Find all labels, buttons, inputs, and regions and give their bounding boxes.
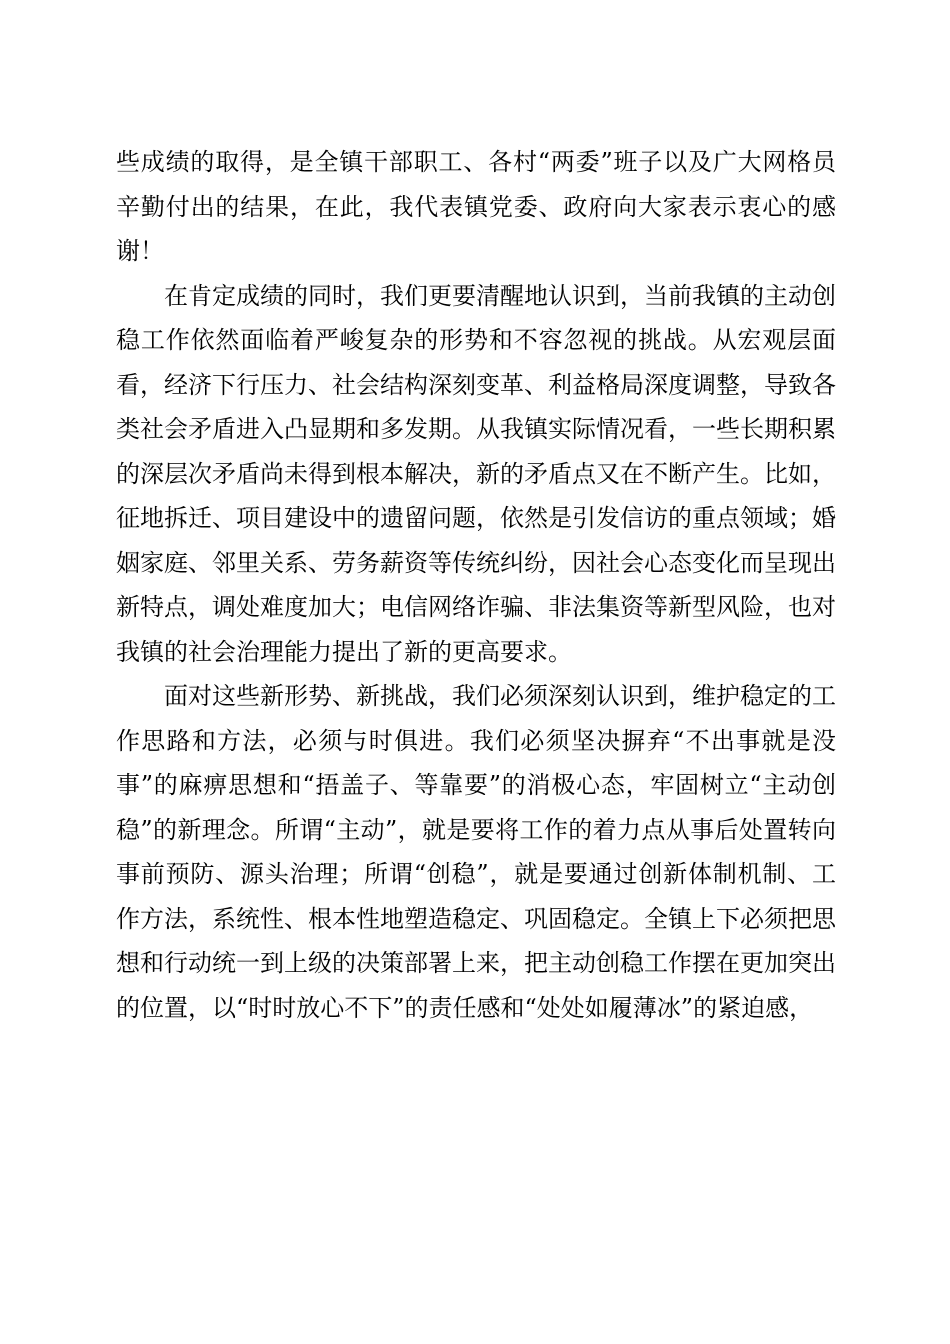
paragraph-2: 在肯定成绩的同时，我们更要清醒地认识到，当前我镇的主动创稳工作依然面临着严峻复杂的形势和不容忽视的挑战。从宏观层面看，经济下行压力、社会结构深刻变革、利益格局深度调整，导致各类社会矛盾进入凸显期和多发期。从我镇实际情况看，一些长期积累的深层次矛盾尚未得到根本解决，新的矛盾点又在不断产生。比如，征地拆迁、项目建设中的遗留问题，依然是引发信访的重点领域；婚姻家庭、邻里关系、劳务薪资等传统纠纷，因社会心态变化而呈现出新特点，调处难度加大；电信网络诈骗、非法集资等新型风险，也对我镇的社会治理能力提出了新的更高要求。 bbox=[116, 281, 836, 666]
paragraph-1: 些成绩的取得，是全镇干部职工、各村“两委”班子以及广大网格员辛勤付出的结果，在此，我代表镇党委、政府向大家表示衷心的感谢！ bbox=[116, 148, 836, 265]
document-body bbox=[116, 140, 836, 1030]
paragraph-3: 面对这些新形势、新挑战，我们必须深刻认识到，维护稳定的工作思路和方法，必须与时俱进。我们必须坚决摒弃“不出事就是没事”的麻痹思想和“捂盖子、等靠要”的消极心态，牢固树立“主动创稳”的新理念。所谓“主动”，就是要将工作的着力点从事后处置转向事前预防、源头治理；所谓“创稳”，就是要通过创新体制机制、工作方法，系统性、根本性地塑造稳定、巩固稳定。全镇上下必须把思想和行动统一到上级的决策部署上来，把主动创稳工作摆在更加突出的位置，以“时时放心不下”的责任感和“处处如履薄冰”的紧迫感， bbox=[116, 682, 836, 1022]
